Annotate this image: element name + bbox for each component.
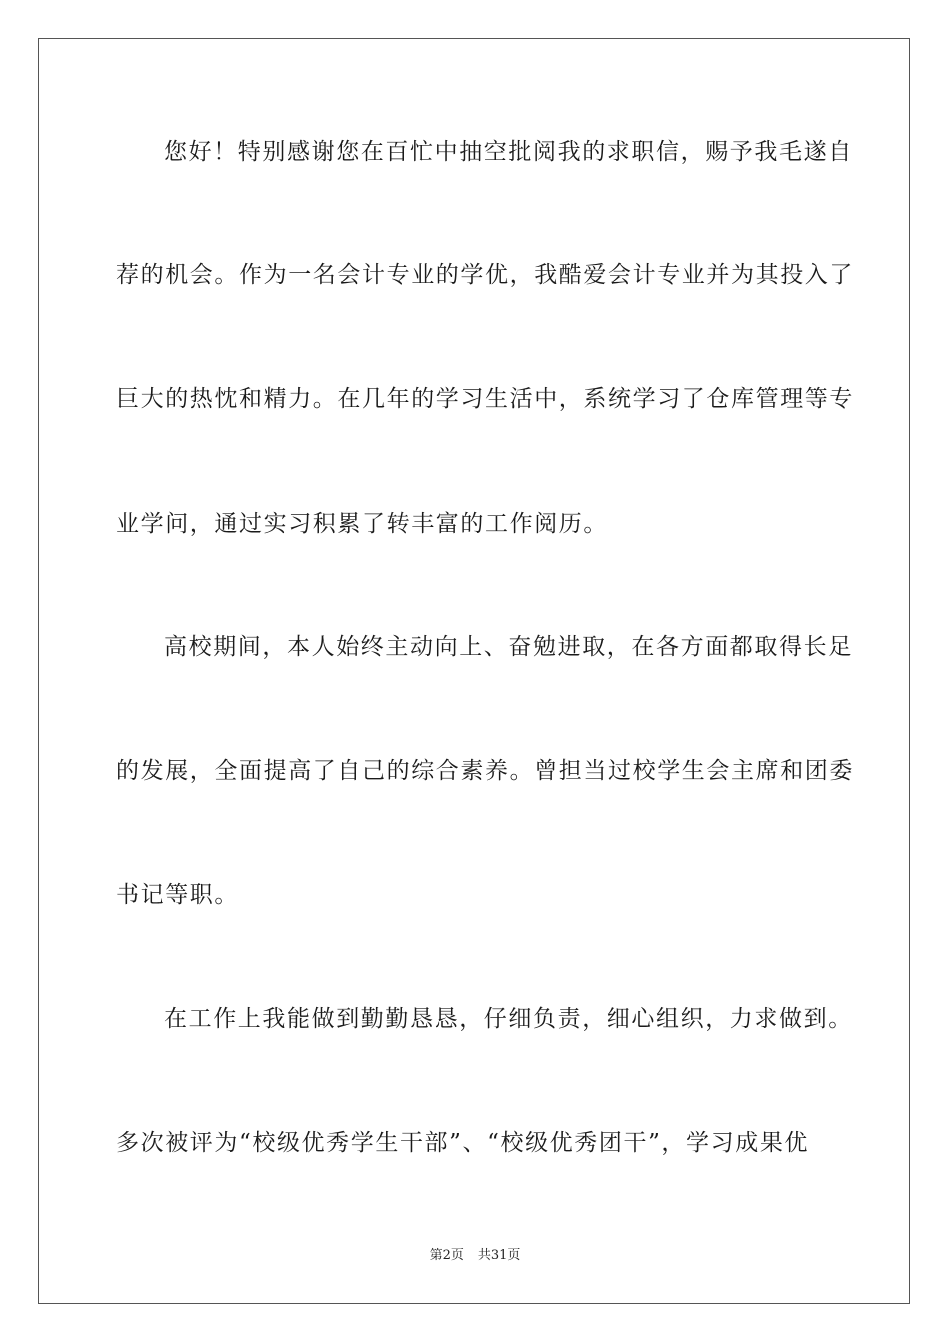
paragraph-1-line-1: 您好！特别感谢您在百忙中抽空批阅我的求职信，赐予我毛遂自 xyxy=(164,139,853,165)
page-footer xyxy=(0,1247,950,1265)
page-number: 第2页 xyxy=(429,1248,464,1263)
paragraph-2-line-1: 高校期间，本人始终主动向上、奋勉进取，在各方面都取得长足 xyxy=(164,634,853,660)
paragraph-2-line-3: 书记等职。 xyxy=(116,882,239,908)
paragraph-1-line-3: 巨大的热忱和精力。在几年的学习生活中，系统学习了仓库管理等专 xyxy=(116,386,854,412)
paragraph-3-line-1: 在工作上我能做到勤勤恳恳，仔细负责，细心组织，力求做到。 xyxy=(164,1006,853,1032)
paragraph-2-line-2: 的发展，全面提高了自己的综合素养。曾担当过校学生会主席和团委 xyxy=(116,758,854,784)
page-total: 共31页 xyxy=(477,1248,521,1263)
paragraph-3-line-2: 多次被评为“校级优秀学生干部”、“校级优秀团干”，学习成果优 xyxy=(116,1130,810,1156)
page-frame xyxy=(38,38,910,1304)
paragraph-1-line-2: 荐的机会。作为一名会计专业的学优，我酷爱会计专业并为其投入了 xyxy=(116,262,854,288)
paragraph-1-line-4: 业学问，通过实习积累了转丰富的工作阅历。 xyxy=(116,511,608,537)
